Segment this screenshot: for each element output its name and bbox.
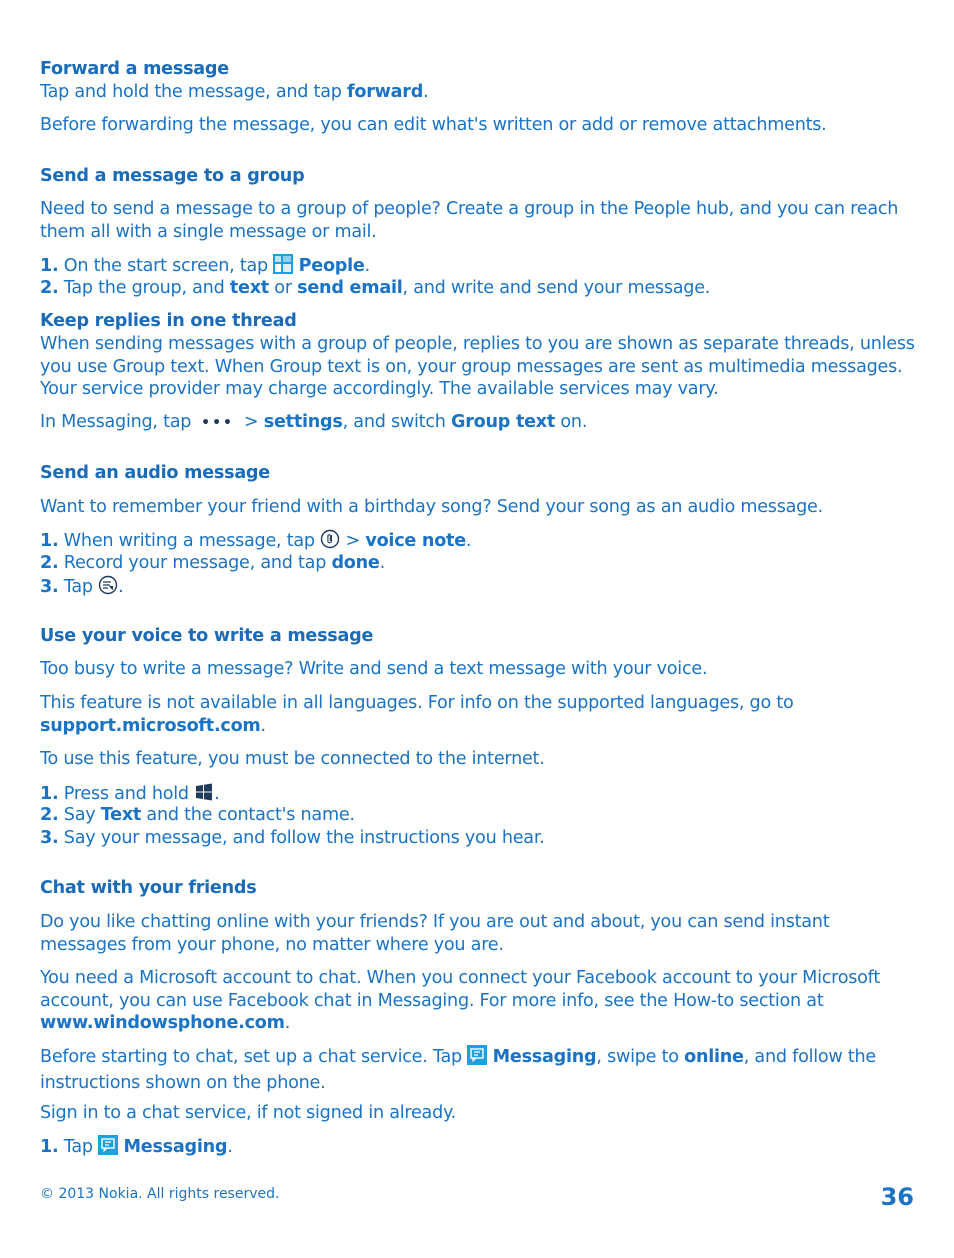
text: > — [238, 412, 264, 432]
step-number: 1. — [40, 256, 59, 276]
paragraph — [40, 692, 920, 737]
step-2 — [40, 552, 920, 575]
paragraph — [40, 1045, 920, 1094]
ui-term-forward: forward — [346, 82, 424, 102]
ui-term-online: online — [684, 1047, 744, 1067]
heading-use-voice: Use your voice to write a message — [40, 626, 374, 646]
text: You need a Microsoft account to chat. When you connect your Facebook account to your Microsoft account, you can use Facebook chat in Messaging. For more info, see the How-to section at — [40, 968, 880, 1011]
paragraph: Want to remember your friend with a birthday song? Send your song as an audio message. — [40, 497, 823, 517]
messaging-tile-icon — [98, 1135, 118, 1162]
paragraph: Too busy to write a message? Write and send a text message with your voice. — [40, 659, 708, 679]
text: Tap — [58, 1137, 99, 1157]
step-number: 3. — [40, 828, 59, 848]
link-support-microsoft[interactable]: support.microsoft.com — [40, 715, 261, 736]
paragraph: Do you like chatting online with your friends? If you are out and about, you can send instant messages from your phone, no matter where you are. — [40, 912, 830, 955]
more-dots-icon: ••• — [201, 415, 234, 431]
text: . — [284, 1013, 291, 1034]
ui-term-send-email: send email — [297, 278, 403, 298]
text: > — [340, 531, 366, 551]
text: . — [379, 553, 385, 573]
text: On the start screen, tap — [58, 256, 274, 276]
text: , and write and send your message. — [402, 278, 711, 298]
text: Tap the group, and — [58, 278, 230, 298]
ui-term-settings: settings — [263, 412, 343, 432]
text: . — [260, 715, 266, 736]
text: and the contact's name. — [141, 805, 355, 825]
heading-forward-a-message: Forward a message — [40, 59, 229, 79]
text: , swipe to — [596, 1047, 685, 1067]
text: This feature is not available in all languages. For info on the supported languages, go to — [40, 693, 794, 713]
paragraph — [40, 411, 920, 435]
paragraph: Need to send a message to a group of people? Create a group in the People hub, and you can reach them all with a single message or mail. — [40, 199, 899, 242]
text: When writing a message, tap — [58, 531, 321, 551]
paragraph: When sending messages with a group of people, replies to you are shown as separate threads, unless you use Group text. When Group text is on, your group messages are sent as multimedia messages. Your service provider may charge accordingly. The available services may vary. — [40, 334, 915, 400]
heading-chat: Chat with your friends — [40, 878, 257, 898]
paragraph — [40, 967, 920, 1035]
ui-term-messaging: Messaging — [492, 1047, 597, 1067]
page-number: 36 — [880, 1183, 914, 1211]
text: In Messaging, tap — [40, 412, 197, 432]
text: Press and hold — [58, 784, 195, 804]
heading-keep-replies: Keep replies in one thread — [40, 311, 297, 331]
text: . — [118, 577, 124, 597]
ui-term-text: Text — [100, 805, 142, 825]
text: on. — [555, 412, 588, 432]
text: Say your message, and follow the instructions you hear. — [58, 828, 545, 848]
step-1 — [40, 1135, 920, 1162]
ui-term-voice-note: voice note — [365, 531, 466, 551]
step-number: 2. — [40, 805, 59, 825]
ui-term-people: People — [298, 256, 365, 276]
step-number: 3. — [40, 577, 59, 597]
text: Tap and hold the message, and tap — [40, 82, 347, 102]
ui-term-text: text — [229, 278, 269, 298]
paragraph: Sign in to a chat service, if not signed in already. — [40, 1103, 456, 1123]
step-number: 2. — [40, 553, 59, 573]
text: . — [227, 1137, 233, 1157]
text: . — [465, 531, 472, 551]
text: Before starting to chat, set up a chat service. Tap — [40, 1047, 468, 1067]
link-windowsphone[interactable]: www.windowsphone.com — [40, 1013, 285, 1034]
text: , and follow the instructions shown on the phone. — [40, 1047, 876, 1093]
text: , and switch — [342, 412, 451, 432]
text: Say — [58, 805, 101, 825]
step-2 — [40, 804, 920, 827]
text: . — [364, 256, 370, 276]
ui-term-done: done — [331, 553, 380, 573]
paragraph: Before forwarding the message, you can edit what's written or add or remove attachments. — [40, 115, 827, 135]
text: . — [214, 784, 220, 804]
step-3 — [40, 575, 920, 602]
ui-term-messaging: Messaging — [123, 1137, 228, 1157]
text: or — [268, 278, 298, 298]
step-number: 1. — [40, 531, 59, 551]
paragraph: To use this feature, you must be connected to the internet. — [40, 749, 545, 769]
step-number: 1. — [40, 1137, 59, 1157]
text: Tap — [58, 577, 99, 597]
send-icon — [98, 575, 118, 602]
ui-term-group-text: Group text — [451, 412, 556, 432]
step-2 — [40, 277, 920, 300]
step-number: 1. — [40, 784, 59, 804]
step-3 — [40, 827, 920, 850]
messaging-tile-icon — [467, 1045, 487, 1072]
text: . — [423, 82, 429, 102]
heading-send-audio: Send an audio message — [40, 463, 270, 483]
paragraph — [40, 81, 920, 104]
heading-send-to-group: Send a message to a group — [40, 166, 305, 186]
copyright-footer: © 2013 Nokia. All rights reserved. — [40, 1186, 280, 1202]
text: Record your message, and tap — [58, 553, 332, 573]
step-number: 2. — [40, 278, 59, 298]
